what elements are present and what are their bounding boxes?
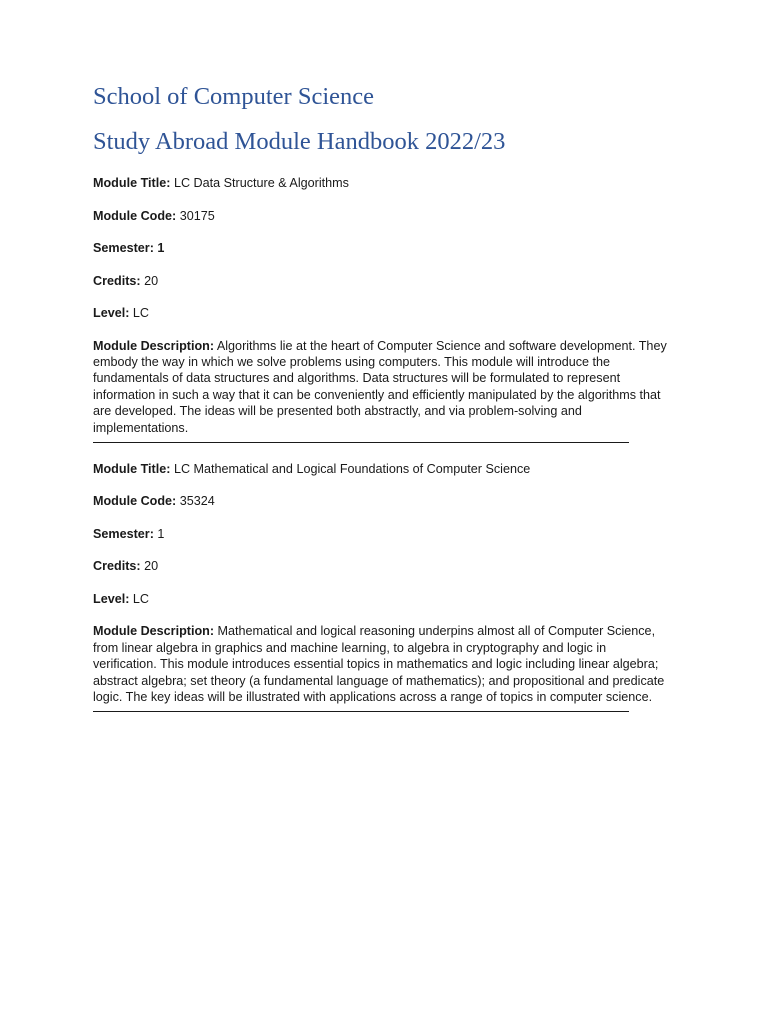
semester-field — [93, 240, 673, 257]
section-divider — [93, 711, 629, 712]
credits-label: Credits: — [93, 559, 141, 574]
module-title-value: LC Mathematical and Logical Foundations of Computer Science — [173, 461, 531, 476]
module-code-value: 30175 — [179, 208, 215, 223]
module-description-field — [93, 338, 673, 436]
semester-field — [93, 526, 673, 543]
credits-field — [93, 273, 673, 290]
module-description-value: Mathematical and logical reasoning underpins almost all of Computer Science, from linear algebra in graphics and machine learning, to algebra in cryptography and logic in verification. This module introduces essential topics in mathematics and logic including linear algebra; abstract algebra; set theory (a fundamental language of mathematics); and propositional and predicate logic. The key ideas will be illustrated with applications across a range of topics in computer science. — [93, 624, 665, 705]
module-title-label: Module Title: — [93, 461, 171, 476]
document-content — [93, 82, 673, 730]
module-title-label: Module Title: — [93, 176, 171, 190]
module-code-value: 35324 — [179, 494, 215, 509]
module-description-label: Module Description: — [93, 624, 215, 639]
school-heading: School of Computer Science — [93, 83, 375, 110]
credits-label: Credits: — [93, 273, 141, 288]
credits-value: 20 — [144, 559, 159, 574]
module-code-label: Module Code: — [93, 208, 177, 223]
credits-value: 20 — [144, 273, 159, 288]
level-field — [93, 591, 673, 608]
level-value: LC — [132, 591, 150, 606]
credits-field — [93, 558, 673, 575]
module-title-value: LC Data Structure & Algorithms — [173, 176, 349, 190]
module-code-field — [93, 208, 673, 225]
module-description-label: Module Description: — [93, 338, 215, 353]
semester-label: Semester: 1 — [93, 241, 165, 255]
section-divider — [93, 442, 629, 443]
module-entry-2 — [93, 461, 673, 713]
level-field — [93, 305, 673, 322]
level-label: Level: — [93, 591, 130, 606]
module-description-field — [93, 623, 673, 705]
module-title-field — [93, 175, 673, 192]
semester-label: Semester: — [93, 526, 154, 541]
level-value: LC — [132, 306, 150, 320]
module-description-value: Algorithms lie at the heart of Computer Science and software development. They embody the way in which we solve problems using computers. This module will introduce the fundamentals of data structures and algorithms. Data structures will be formulated to represent information in such a way that it can be conveniently and efficiently manipulated by the algorithms that are developed. The ideas will be presented both abstractly, and via problem-solving and implementations. — [93, 338, 667, 435]
module-title-field — [93, 461, 673, 478]
module-entry-1 — [93, 175, 673, 443]
module-code-label: Module Code: — [93, 494, 177, 509]
handbook-heading: Study Abroad Module Handbook 2022/23 — [93, 128, 506, 155]
module-code-field — [93, 493, 673, 510]
semester-value: 1 — [157, 526, 165, 541]
level-label: Level: — [93, 306, 130, 320]
